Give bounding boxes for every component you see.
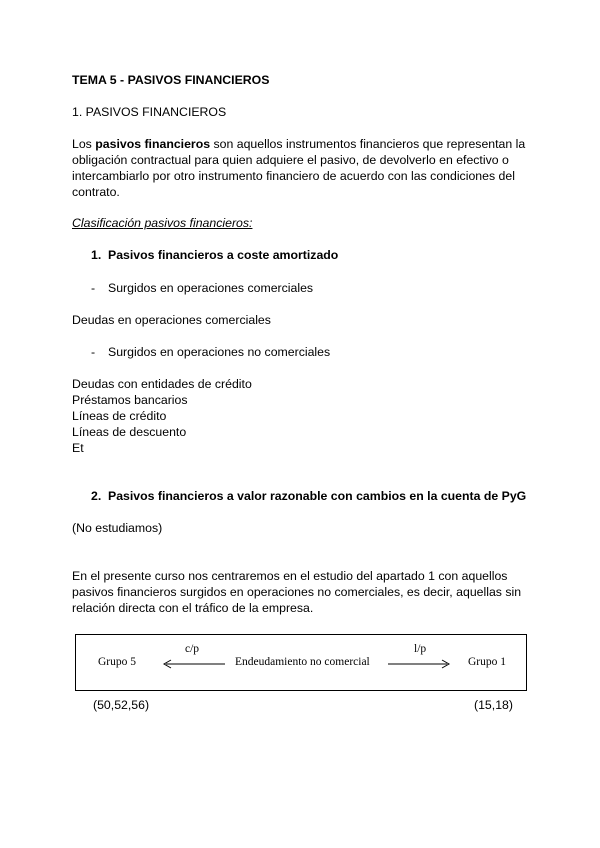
list-item: Et [72,441,84,455]
diagram-left-arrow-label: c/p [185,643,200,655]
list-item: Líneas de descuento [72,425,187,439]
intro-paragraph: Los pasivos financieros son aquellos instrumentos financieros que representan la obligación contractual para quien adquiere el pasivo, de devolverlo en efectivo o intercambiarlo por otro instrumento financiero de acuerdo con las condiciones del contrato. [72,137,526,199]
bullet-dash-icon: - [91,345,96,359]
accounts-right: (15,18) [474,698,513,712]
page-title: TEMA 5 - PASIVOS FINANCIEROS [72,73,270,87]
arrow-left-icon [162,659,226,669]
list-item: Líneas de crédito [72,409,167,423]
item1-number: 1. [91,248,102,262]
diagram-right-arrow-label: l/p [414,643,427,655]
item2-number: 2. [91,489,102,503]
bullet-dash-icon: - [91,281,96,295]
item1-heading: Pasivos financieros a coste amortizado [108,248,339,262]
classification-label: Clasificación pasivos financieros: [72,216,253,230]
bullet-b-text: Surgidos en operaciones no comerciales [108,345,331,359]
item2-note: (No estudiamos) [72,521,163,535]
arrow-right-icon [387,659,451,669]
diagram-left-label: Grupo 5 [98,656,137,668]
defined-term: pasivos financieros [95,137,211,151]
list-b [72,376,252,456]
section-heading: 1. PASIVOS FINANCIEROS [72,105,227,119]
list-item: Deudas con entidades de crédito [72,377,252,391]
diagram-center-label: Endeudamiento no comercial [235,656,370,668]
bullet-a-text: Surgidos en operaciones comerciales [108,281,314,295]
item2-heading: Pasivos financieros a valor razonable con cambios en la cuenta de PyG [108,489,527,503]
debt-diagram [75,634,527,691]
text-a: Deudas en operaciones comerciales [72,313,271,327]
accounts-left: (50,52,56) [93,698,150,712]
list-item: Préstamos bancarios [72,393,188,407]
closing-paragraph: En el presente curso nos centraremos en el estudio del apartado 1 con aquellos pasivos financieros surgidos en operaciones no comerciales, es decir, aquellas sin relación directa con el tráfico de la empresa. [72,569,522,615]
diagram-right-label: Grupo 1 [468,656,507,668]
